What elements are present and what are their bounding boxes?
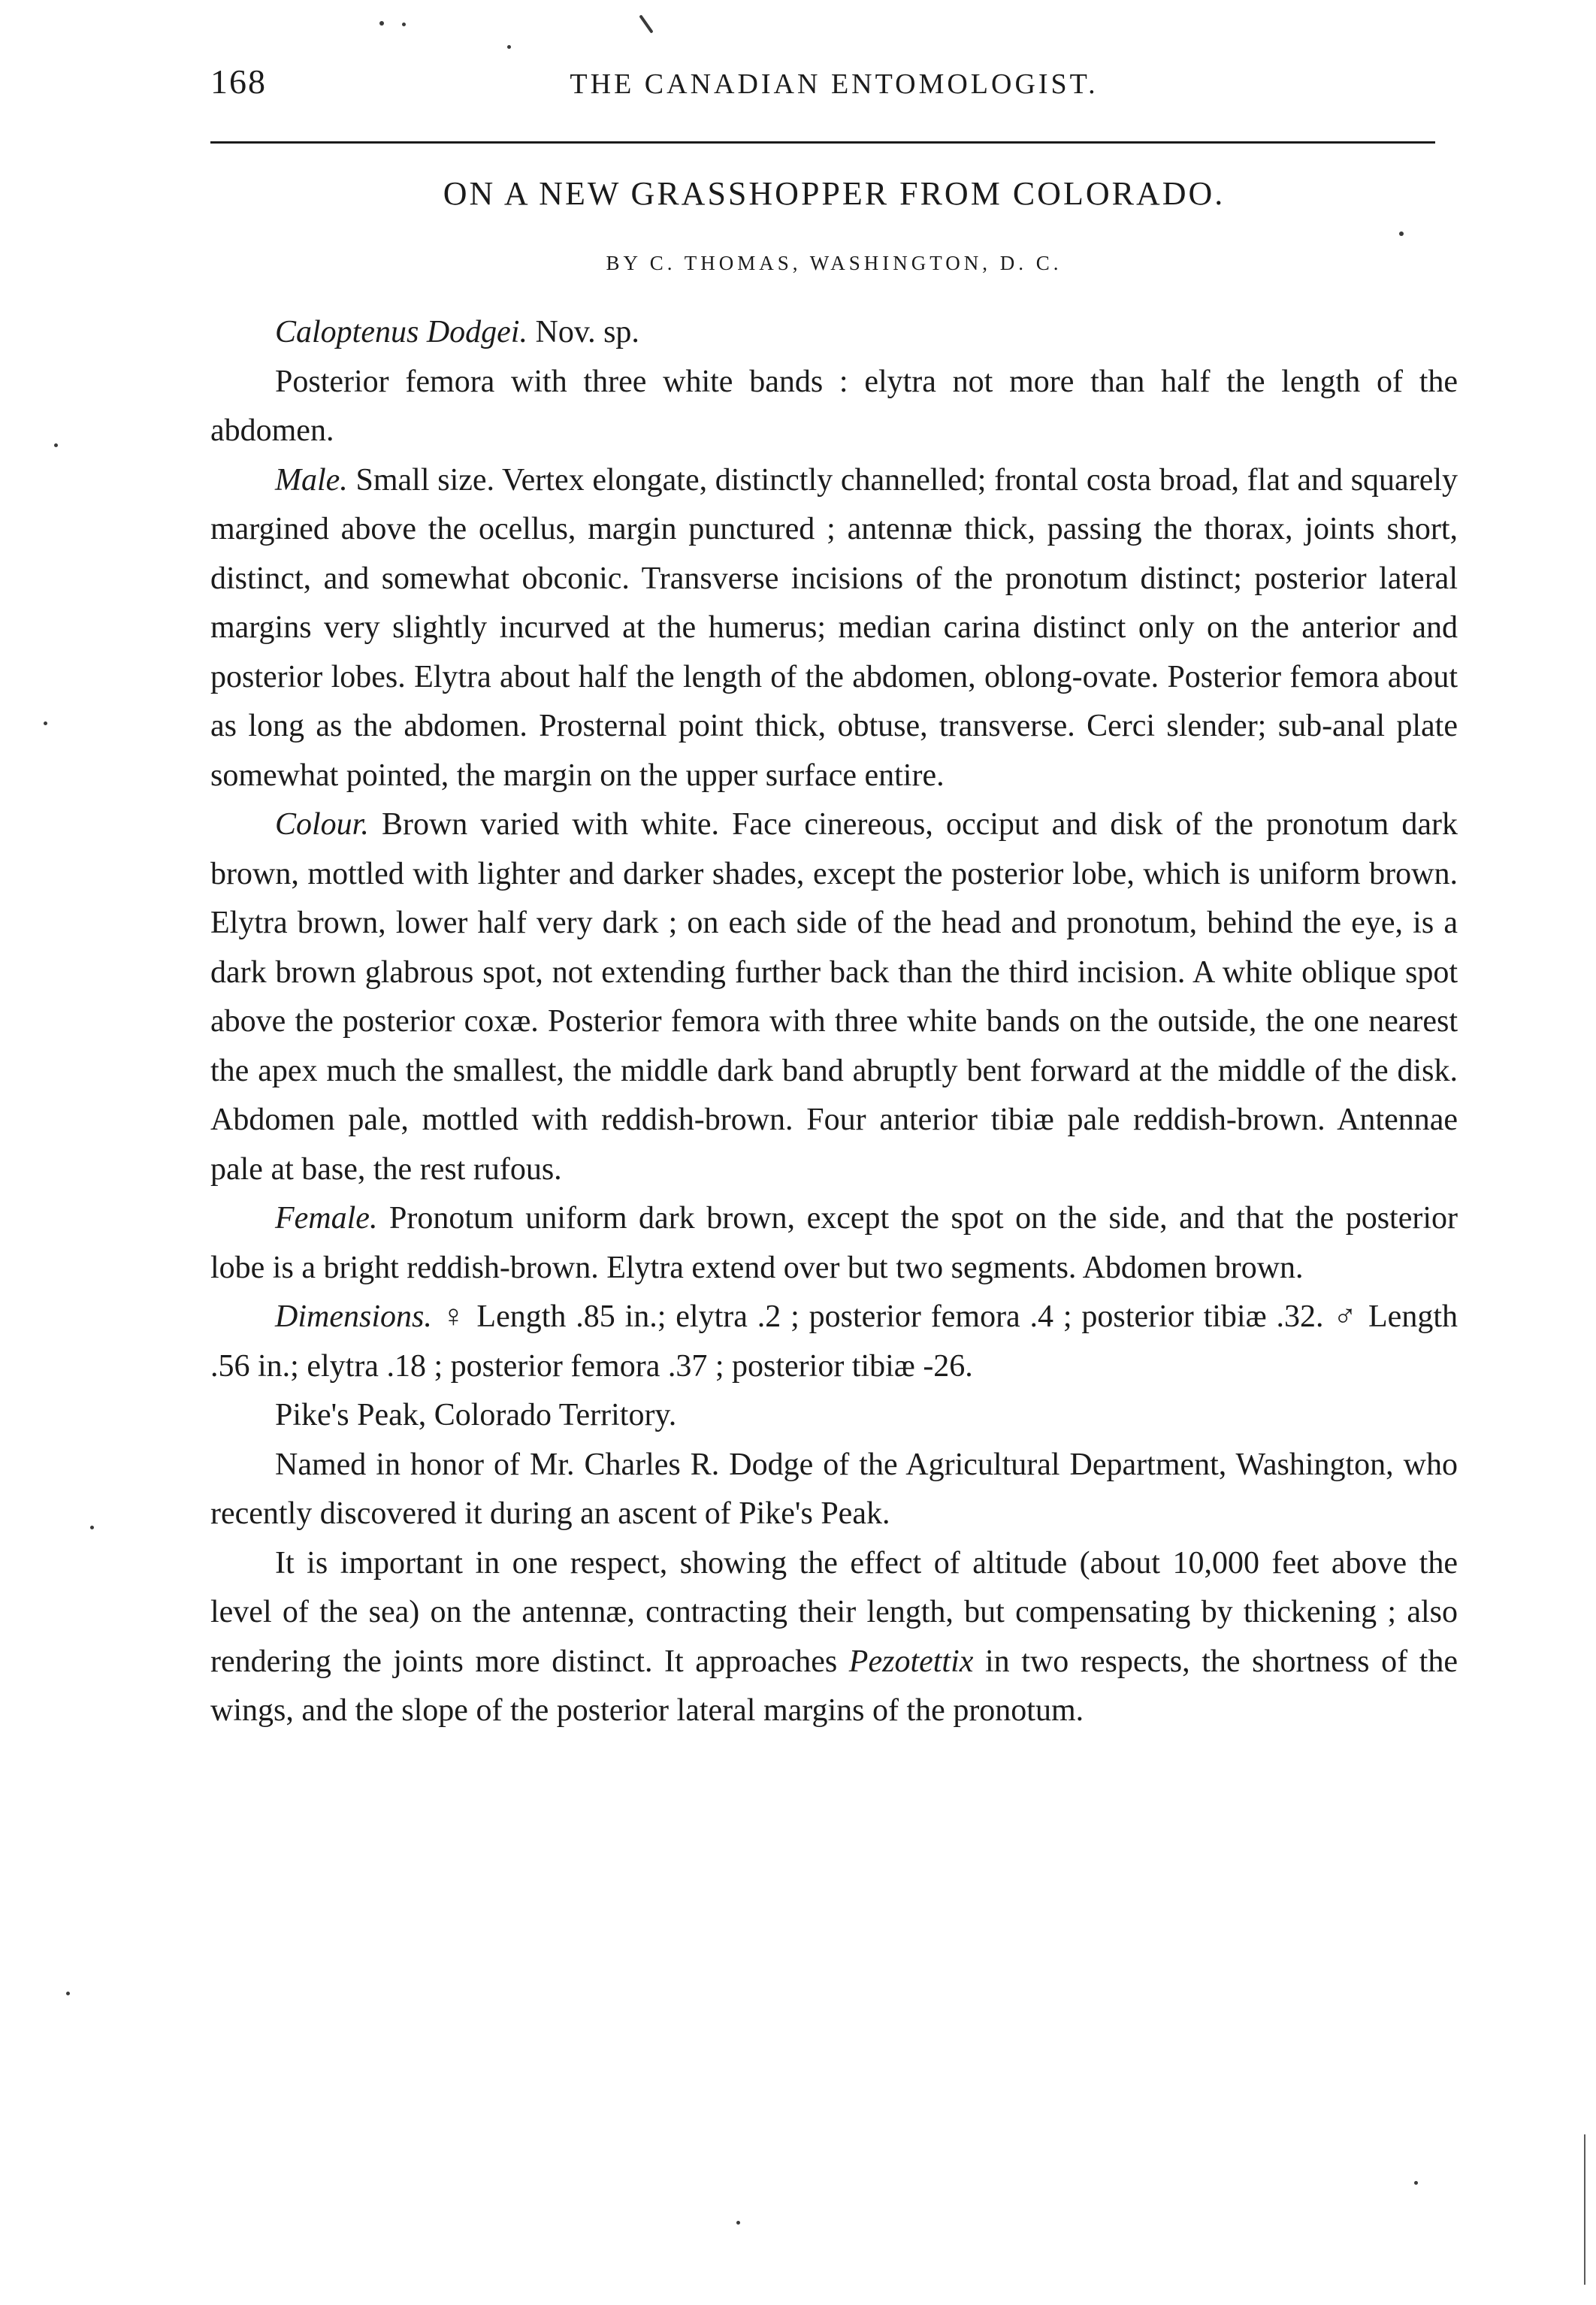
scan-speck <box>66 1992 70 1995</box>
page-number: 168 <box>210 62 267 101</box>
running-header <box>210 62 1458 114</box>
scan-speck <box>402 23 406 26</box>
article-title: ON A NEW GRASSHOPPER FROM COLORADO. <box>443 175 1226 212</box>
scan-speck <box>1414 2181 1418 2185</box>
scan-speck <box>1399 231 1404 236</box>
remarks-paragraph <box>210 1539 1458 1736</box>
scan-speck <box>507 45 511 49</box>
colour-text: Brown varied with white. Face cinereous, occiput and disk of the pronotum dark brown, mottled with lighter and darker shades, except the posterior lobe, which is uniform brown. Elytra brown, lower half very dark ; on each side of the head and pronotum, behind the eye, is a dark brown glabrous spot, not extending further back than the third incision. A white oblique spot above the posterior coxæ. Posterior femora with three white bands on the outside, the one nearest the apex much the smallest, the middle dark band abruptly bent forward at the middle of the disk. Abdomen pale, mottled with reddish-brown. Four anterior tibiæ pale reddish-brown. Antennae pale at base, the rest rufous. <box>210 807 1458 1187</box>
scan-speck <box>44 721 47 725</box>
remarks-text-after: in two respects, the shortness of the wings, and the slope of the posterior lateral margins of the pronotum. <box>210 1644 1458 1728</box>
male-text: Small size. Vertex elongate, distinctly channelled; frontal costa broad, flat and squarely margined above the ocellus, margin punctured ; antennæ thick, passing the thorax, joints short, distinct, and somewhat obconic. Transverse incisions of the pronotum distinct; posterior lateral margins very slightly incurved at the humerus; median carina distinct only on the anterior and posterior lobes. Elytra about half the length of the abdomen, oblong-ovate. Posterior femora about as long as the abdomen. Prosternal point thick, obtuse, transverse. Cerci slender; sub-anal plate somewhat pointed, the margin on the upper surface entire. <box>210 462 1458 793</box>
remarks-text-before: It is important in one respect, showing the effect of altitude (about 10,000 feet above the level of the sea) on the antennæ, contracting their length, but compensating by thickening ; also rendering the joints more distinct. It approaches <box>210 1545 1458 1679</box>
species-name: Caloptenus Dodgei. <box>275 315 527 349</box>
female-paragraph <box>210 1194 1458 1293</box>
scan-edge-line <box>1584 2134 1585 2285</box>
dimensions-paragraph <box>210 1293 1458 1391</box>
journal-title: THE CANADIAN ENTOMOLOGIST. <box>570 68 1099 100</box>
genus-name: Pezotettix <box>848 1644 974 1679</box>
scan-speck <box>639 14 653 33</box>
female-text: Pronotum uniform dark brown, except the spot on the side, and that the posterior lobe is a bright reddish-brown. Elytra extend over but two segments. Abdomen brown. <box>210 1201 1458 1285</box>
male-label: Male. <box>275 462 348 498</box>
scan-speck <box>90 1526 94 1529</box>
colour-label: Colour. <box>275 807 369 842</box>
female-label: Female. <box>275 1201 378 1236</box>
etymology-paragraph: Named in honor of Mr. Charles R. Dodge of the Agricultural Department, Washington, who recently discovered it during an ascent of Pike's Peak. <box>210 1447 1458 1531</box>
scan-speck <box>736 2221 740 2225</box>
species-heading <box>210 308 1458 358</box>
author-byline: BY C. THOMAS, WASHINGTON, D. C. <box>606 252 1062 274</box>
locality-paragraph: Pike's Peak, Colorado Territory. <box>275 1398 677 1432</box>
diagnosis-paragraph: Posterior femora with three white bands : elytra not more than half the length of the abdomen. <box>210 364 1458 448</box>
colour-paragraph <box>210 800 1458 1194</box>
scan-speck <box>54 443 58 447</box>
scan-speck <box>379 21 384 26</box>
species-status: Nov. sp. <box>527 315 639 349</box>
header-rule <box>210 141 1435 144</box>
dimensions-label: Dimensions. <box>275 1299 432 1334</box>
article-body <box>210 308 1458 1736</box>
dimensions-text: ♀ Length .85 in.; elytra .2 ; posterior femora .4 ; posterior tibiæ .32. ♂ Length .56 in.; elytra .18 ; posterior femora .37 ; posterior tibiæ -26. <box>210 1299 1458 1384</box>
male-paragraph <box>210 456 1458 801</box>
